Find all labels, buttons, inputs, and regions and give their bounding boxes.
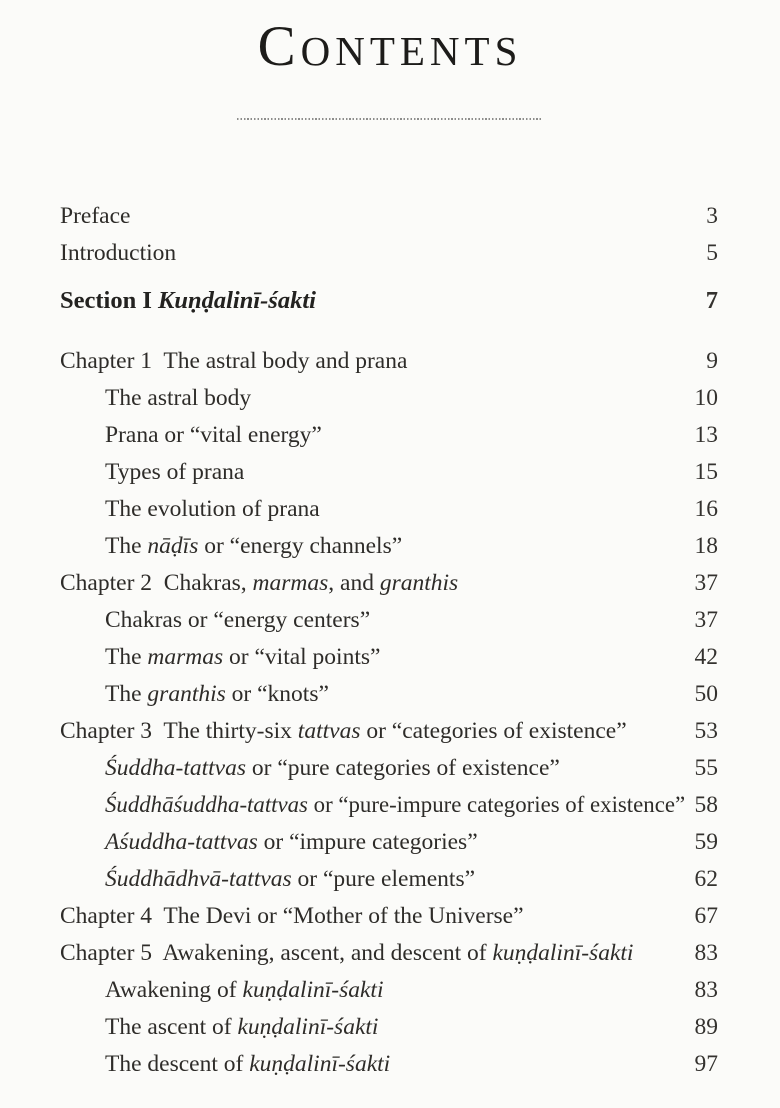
toc-entry xyxy=(60,676,718,713)
toc-entry-label xyxy=(105,639,380,676)
toc-entry-term-italic: kuṇḍalinī-śakti xyxy=(492,940,634,966)
toc-entry-text: Preface xyxy=(60,203,131,229)
toc-entry-page-number: 15 xyxy=(694,459,718,485)
toc-entry-text: Chakras or “energy centers” xyxy=(105,607,371,633)
toc-entry-page-number: 37 xyxy=(694,570,718,596)
toc-entry xyxy=(60,972,718,1009)
toc-entry xyxy=(60,235,718,272)
toc-entry-label xyxy=(60,565,458,602)
toc-entry-term-italic: granthis xyxy=(379,570,459,596)
toc-entry-label xyxy=(105,676,329,713)
toc-entry-term-italic: kuṇḍalinī-śakti xyxy=(242,977,384,1003)
toc-entry-label xyxy=(60,282,316,319)
toc-entry-label xyxy=(105,972,384,1009)
toc-entry xyxy=(60,935,718,972)
toc-list xyxy=(0,198,780,1083)
toc-entry-text: Prana or “vital energy” xyxy=(105,422,322,448)
toc-entry-text: or “categories of existence” xyxy=(360,718,627,744)
toc-entry-label xyxy=(60,713,627,750)
toc-entry-page-number: 59 xyxy=(694,829,718,855)
toc-entry xyxy=(60,491,718,528)
toc-entry-text: or “pure-impure categories of existence” xyxy=(307,792,686,818)
toc-entry-page-number: 58 xyxy=(694,792,718,818)
toc-entry-page-number: 13 xyxy=(694,422,718,448)
toc-entry-page-number: 37 xyxy=(694,607,718,633)
toc-entry xyxy=(60,1009,718,1046)
toc-entry-page-number: 3 xyxy=(706,203,718,229)
toc-entry-label xyxy=(105,1046,390,1083)
toc-entry-label xyxy=(105,454,244,491)
toc-entry-text: Chapter 4 The Devi or “Mother of the Universe” xyxy=(60,903,524,929)
toc-entry-text: or “knots” xyxy=(225,681,329,707)
toc-entry-page-number: 7 xyxy=(705,287,718,314)
toc-entry-text: Chapter 5 Awakening, ascent, and descent of xyxy=(60,940,493,966)
toc-entry-page-number: 18 xyxy=(694,533,718,559)
toc-entry-label xyxy=(105,602,370,639)
toc-entry-text: Chapter 3 The thirty-six xyxy=(60,718,298,744)
toc-entry-page-number: 16 xyxy=(694,496,718,522)
toc-entry-page-number: 83 xyxy=(694,940,718,966)
toc-entry xyxy=(60,787,718,824)
toc-entry-text: The ascent of xyxy=(105,1014,238,1040)
toc-entry xyxy=(60,528,718,565)
toc-entry-page-number: 97 xyxy=(694,1051,718,1077)
toc-entry-label xyxy=(105,787,686,824)
toc-entry-label xyxy=(105,861,475,898)
toc-entry-term-italic: kuṇḍalinī-śakti xyxy=(237,1014,379,1040)
toc-entry-text: The descent of xyxy=(105,1051,250,1077)
toc-entry xyxy=(60,198,718,235)
toc-entry-page-number: 89 xyxy=(694,1014,718,1040)
toc-entry-label xyxy=(60,198,130,235)
toc-entry-text: Chapter 1 The astral body and prana xyxy=(60,348,408,374)
toc-entry-label xyxy=(105,491,320,528)
toc-entry xyxy=(60,713,718,750)
toc-entry-text: , and xyxy=(328,570,380,596)
toc-entry-term-italic: Kuṇḍalinī-śakti xyxy=(158,287,316,314)
toc-entry-term-italic: tattvas xyxy=(297,718,361,744)
toc-entry-text: The evolution of prana xyxy=(105,496,320,522)
toc-entry xyxy=(60,454,718,491)
toc-entry xyxy=(60,282,718,319)
page-title xyxy=(0,0,780,78)
toc-entry-text: or “energy channels” xyxy=(198,533,403,559)
toc-entry-label xyxy=(105,1009,378,1046)
toc-entry-text: The xyxy=(105,681,148,707)
toc-entry-label xyxy=(60,235,176,272)
toc-entry-label xyxy=(105,417,322,454)
toc-entry xyxy=(60,565,718,602)
toc-entry xyxy=(60,343,718,380)
toc-entry-page-number: 55 xyxy=(694,755,718,781)
toc-entry xyxy=(60,380,718,417)
toc-entry-term-italic: Aśuddha-tattvas xyxy=(105,829,258,855)
title-divider xyxy=(237,118,543,120)
toc-entry-page-number: 62 xyxy=(694,866,718,892)
toc-entry-term-italic: Śuddhādhvā-tattvas xyxy=(105,866,292,892)
toc-entry-label xyxy=(60,898,524,935)
toc-entry xyxy=(60,1046,718,1083)
toc-entry-text: or “pure elements” xyxy=(291,866,476,892)
toc-entry-text: Section I xyxy=(60,287,158,314)
toc-entry-page-number: 5 xyxy=(706,240,718,266)
toc-entry-text: Awakening of xyxy=(105,977,243,1003)
toc-entry-text: or “impure categories” xyxy=(257,829,478,855)
toc-entry-page-number: 9 xyxy=(706,348,718,374)
toc-entry xyxy=(60,750,718,787)
toc-entry-term-italic: granthis xyxy=(147,681,226,707)
toc-entry-label xyxy=(105,380,251,417)
toc-entry-text: Chapter 2 Chakras, xyxy=(60,570,253,596)
toc-entry-text: or “pure categories of existence” xyxy=(246,755,560,781)
toc-entry-page-number: 10 xyxy=(694,385,718,411)
toc-entry xyxy=(60,602,718,639)
toc-entry-term-italic: marmas xyxy=(252,570,329,596)
toc-entry-text: The xyxy=(105,533,148,559)
toc-entry xyxy=(60,824,718,861)
toc-entry-page-number: 42 xyxy=(694,644,718,670)
toc-entry-term-italic: marmas xyxy=(147,644,224,670)
toc-entry-label xyxy=(105,750,560,787)
toc-entry-label xyxy=(60,935,633,972)
toc-entry-text: Types of prana xyxy=(105,459,245,485)
page-title-rest: ONTENTS xyxy=(300,28,523,74)
toc-entry-text: The xyxy=(105,644,148,670)
toc-entry xyxy=(60,639,718,676)
toc-entry-page-number: 50 xyxy=(694,681,718,707)
toc-entry xyxy=(60,861,718,898)
toc-entry-text: or “vital points” xyxy=(223,644,381,670)
toc-entry-page-number: 67 xyxy=(694,903,718,929)
toc-entry-term-italic: kuṇḍalinī-śakti xyxy=(249,1051,391,1077)
toc-entry-label xyxy=(105,824,478,861)
toc-entry xyxy=(60,417,718,454)
toc-entry-label xyxy=(105,528,402,565)
toc-entry-term-italic: nāḍīs xyxy=(147,533,199,559)
toc-entry-text: The astral body xyxy=(105,385,252,411)
toc-entry-text: Introduction xyxy=(60,240,177,266)
page-title-initial: C xyxy=(257,15,301,78)
toc-entry-page-number: 53 xyxy=(694,718,718,744)
toc-entry-label xyxy=(60,343,407,380)
toc-entry-page-number: 83 xyxy=(694,977,718,1003)
toc-entry xyxy=(60,898,718,935)
toc-entry-term-italic: Śuddhāśuddha-tattvas xyxy=(105,792,308,818)
toc-entry-term-italic: Śuddha-tattvas xyxy=(105,755,246,781)
